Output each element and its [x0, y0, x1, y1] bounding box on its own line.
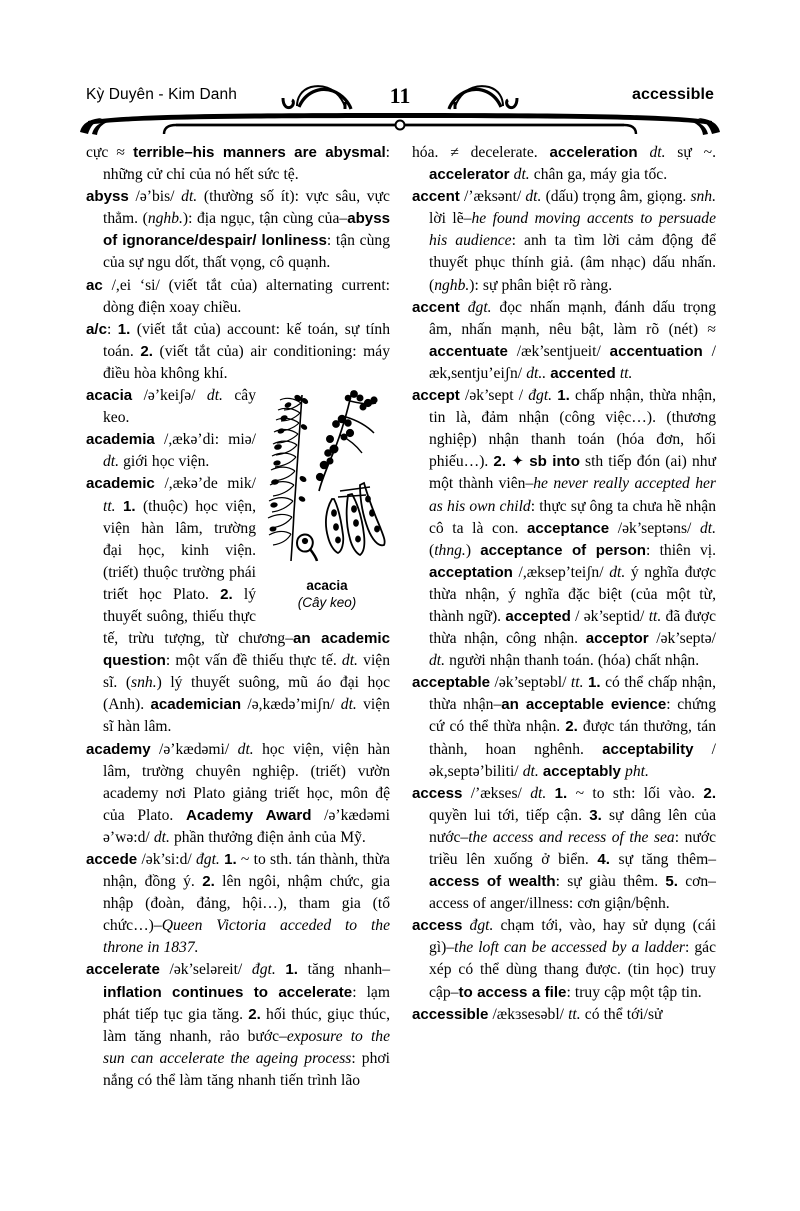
dictionary-entry: access đgt. chạm tới, vào, hay sử dụng (cái gì)–the loft can be accessed by a ladder: gác xép có thể dùng thang được. (tin học) truy cập–to access a file: truy cập một tập tin.: [412, 917, 716, 1001]
page-columns: [86, 142, 716, 1117]
dictionary-entry: academia /,ækə’di: miə/ dt. giới học viện.: [86, 431, 256, 471]
acacia-branch-illustration: [264, 387, 390, 577]
dictionary-entry: accept /ək’sept / đgt. 1. chấp nhận, thừa nhận, tin là, đảm nhận (công việc…). (thương nghiệp) nhận thanh toán (hóa đơn, hối phiếu…). 2. ✦ sb into sth tiếp đón (ai) như một thành viên–he never really accepted her as his own child: thực sự ông ta chưa hề nhận cô ta là con. acceptance /ək’septəns/ dt. (thng.) acceptance of person: thiên vị. acceptation /,æksep’teiʃn/ dt. ý nghĩa được thừa nhận, ý nghĩa đặc biệt (của một từ, thành ngữ). accepted / ək’septid/ tt. đã được thừa nhận, công nhận. acceptor /ək’septə/ dt. người nhận thanh toán. (hóa) chất nhận.: [412, 387, 717, 670]
dictionary-entry: accent /’æksənt/ dt. (dấu) trọng âm, giọng. snh. lời lẽ–he found moving accents to persuade his audience: anh ta tìm lời cảm động để thuyết phục thính giả. (âm nhạc) dấu nhấn. (nghb.): sự phân biệt rõ ràng.: [412, 188, 716, 294]
dictionary-entry: accessible /ækɜsesəbl/ tt. có thể tới/sử: [412, 1005, 663, 1023]
acacia-figure: [264, 387, 390, 611]
page-header: [86, 83, 714, 112]
header-divider-rule: [78, 112, 722, 142]
dictionary-entry: access /’ækses/ dt. 1. ~ to sth: lối vào. 2. quyền lui tới, tiếp cận. 3. sự dâng lên của nước–the access and recess of the sea: nước triều lên xuống ở biển. 4. sự tăng thêm–access of wealth: sự giàu thêm. 5. cơn–access of anger/illness: cơn giận/bệnh.: [412, 784, 717, 913]
dictionary-entry: accent đgt. đọc nhấn mạnh, đánh dấu trọng âm, nhấn mạnh, nêu bật, làm rõ (nét) ≈ accentuate /æk’sentjueit/ accentuation /æk,sentju’eiʃn/ dt.. accented tt.: [412, 298, 716, 382]
left-column: [86, 142, 390, 1117]
page-number: 11: [389, 83, 411, 108]
dictionary-entry: cực ≈ terrible–his manners are abysmal: những cử chỉ của nó hết sức tệ.: [86, 144, 390, 184]
dictionary-entry: ac /,ei ‘si/ (viết tắt của) alternating current: dòng điện xoay chiều.: [86, 276, 390, 316]
dictionary-entry: a/c: 1. (viết tắt của) account: kế toán, sự tính toán. 2. (viết tắt của) air conditioning: máy điều hòa không khí.: [86, 320, 390, 382]
dictionary-entry: hóa. ≠ decelerate. acceleration dt. sự ~. accelerator dt. chân ga, máy gia tốc.: [412, 144, 716, 184]
dictionary-entry: acceptable /ək’septəbl/ tt. 1. có thể chấp nhận, thừa nhận–an acceptable evience: chứng cứ có thể thừa nhận. 2. được tán thưởng, tán thành, hoan nghênh. acceptability /ək,septə’biliti/ dt. acceptably pht.: [412, 674, 716, 780]
dictionary-entry: accelerate /ək’seləreit/ đgt. 1. tăng nhanh–inflation continues to accelerate: lạm phát tiếp tục gia tăng. 2. hối thúc, giục thúc, làm tăng nhanh, rảo bước–exposure to the sun can accelerate the ageing process: phơi nắng có thể làm tăng nhanh tiến trình lão: [86, 961, 391, 1089]
figure-caption-vietnamese: (Cây keo): [297, 595, 357, 611]
dictionary-entry: accede /ək’si:d/ đgt. 1. ~ to sth. tán thành, thừa nhận, đồng ý. 2. lên ngôi, nhậm chức, gia nhập (đoàn, đảng, hội…), tham gia (tổ chức…)–Queen Victoria acceded to the throne in 1837.: [86, 851, 390, 957]
header-author: Kỳ Duyên - Kim Danh: [86, 86, 237, 103]
right-column: [412, 142, 716, 1117]
dictionary-entry: academic /,ækə’de mik/ tt. 1. (thuộc) học viện, viện hàn lâm, trường đại học, kinh viện. (triết) thuộc trường phái triết học Plato. 2. lý thuyết suông, thiếu thực tế, trừu tượng, từ chương–an academic question: một vấn đề thiếu thực tế. dt. viện sĩ. (snh.) lý thuyết suông, mũ áo đại học (Anh). academician /ə,kædə’miʃn/ dt. viện sĩ hàn lâm.: [86, 475, 390, 736]
dictionary-entry: acacia /ə’keiʃə/ dt. cây keo.: [86, 387, 256, 427]
header-guide-word: accessible: [632, 86, 714, 103]
dictionary-entry: academy /ə’kædəmi/ dt. học viện, viện hàn lâm, trường chuyên nghiệp. (triết) vườn academy nơi Plato giảng triết học, môn đệ của Plato. Academy Award /ə’kædəmi ə’wə:d/ dt. phần thưởng điện ảnh của Mỹ.: [86, 740, 390, 846]
figure-caption: [264, 577, 390, 611]
figure-caption-name: acacia: [306, 578, 348, 594]
dictionary-entry: abyss /ə’bis/ dt. (thường số ít): vực sâu, vực thẳm. (nghb.): địa ngục, tận cùng của–abyss of ignorance/despair/ lonliness: tận cùng của sự ngu dốt, thất vọng, cô quạnh.: [86, 188, 390, 272]
